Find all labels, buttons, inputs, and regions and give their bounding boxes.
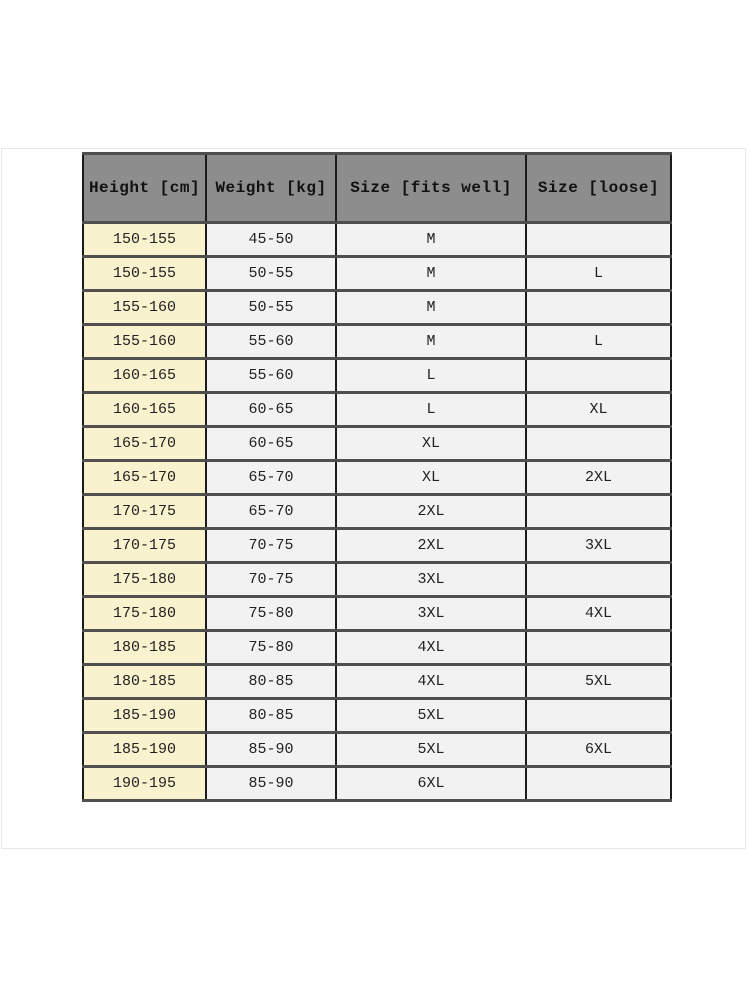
cell-height: 170-175 [83,495,206,529]
cell-size-fits-well: M [336,325,526,359]
cell-weight: 70-75 [206,529,336,563]
table-row [83,223,671,257]
table-row [83,495,671,529]
table-row [83,461,671,495]
cell-size-fits-well: M [336,257,526,291]
cell-height: 160-165 [83,359,206,393]
cell-size-loose [526,563,671,597]
table-row [83,563,671,597]
cell-size-loose [526,427,671,461]
table-row [83,597,671,631]
cell-size-fits-well: 2XL [336,495,526,529]
cell-height: 175-180 [83,597,206,631]
cell-height: 165-170 [83,461,206,495]
cell-height: 180-185 [83,665,206,699]
cell-size-loose [526,699,671,733]
table-row [83,291,671,325]
cell-size-fits-well: 6XL [336,767,526,801]
cell-height: 175-180 [83,563,206,597]
cell-size-loose [526,223,671,257]
cell-size-fits-well: 3XL [336,563,526,597]
table-row [83,529,671,563]
cell-weight: 60-65 [206,393,336,427]
table-row [83,325,671,359]
cell-height: 170-175 [83,529,206,563]
table-row [83,393,671,427]
cell-weight: 65-70 [206,461,336,495]
cell-height: 155-160 [83,291,206,325]
cell-height: 165-170 [83,427,206,461]
cell-size-fits-well: XL [336,427,526,461]
cell-weight: 75-80 [206,597,336,631]
cell-size-loose: 6XL [526,733,671,767]
cell-size-loose [526,291,671,325]
cell-weight: 50-55 [206,291,336,325]
cell-weight: 85-90 [206,767,336,801]
cell-size-loose: L [526,325,671,359]
cell-size-fits-well: M [336,291,526,325]
cell-size-loose: L [526,257,671,291]
cell-height: 180-185 [83,631,206,665]
header-row [83,154,671,223]
cell-height: 185-190 [83,733,206,767]
cell-size-loose [526,631,671,665]
cell-size-loose [526,495,671,529]
cell-size-loose: 3XL [526,529,671,563]
column-header-weight: Weight [kg] [206,154,336,223]
cell-height: 155-160 [83,325,206,359]
table-row [83,733,671,767]
cell-size-loose [526,767,671,801]
table-row [83,427,671,461]
column-header-size-loose: Size [loose] [526,154,671,223]
table-row [83,257,671,291]
cell-weight: 55-60 [206,325,336,359]
cell-size-loose: 5XL [526,665,671,699]
cell-size-fits-well: 5XL [336,733,526,767]
table-row [83,699,671,733]
cell-weight: 80-85 [206,665,336,699]
cell-height: 150-155 [83,223,206,257]
cell-weight: 75-80 [206,631,336,665]
cell-weight: 60-65 [206,427,336,461]
column-header-size-fits-well: Size [fits well] [336,154,526,223]
cell-height: 185-190 [83,699,206,733]
cell-weight: 85-90 [206,733,336,767]
size-chart-table [82,152,672,802]
table-row [83,631,671,665]
cell-size-fits-well: 4XL [336,665,526,699]
cell-size-fits-well: L [336,393,526,427]
cell-size-loose: 4XL [526,597,671,631]
cell-size-fits-well: XL [336,461,526,495]
cell-size-fits-well: 4XL [336,631,526,665]
cell-weight: 65-70 [206,495,336,529]
cell-weight: 80-85 [206,699,336,733]
column-header-height: Height [cm] [83,154,206,223]
cell-weight: 70-75 [206,563,336,597]
cell-size-fits-well: M [336,223,526,257]
cell-size-fits-well: 2XL [336,529,526,563]
cell-size-loose [526,359,671,393]
cell-size-fits-well: 5XL [336,699,526,733]
cell-height: 150-155 [83,257,206,291]
cell-height: 190-195 [83,767,206,801]
table-row [83,359,671,393]
cell-size-fits-well: L [336,359,526,393]
cell-size-loose: XL [526,393,671,427]
cell-size-fits-well: 3XL [336,597,526,631]
table-row [83,665,671,699]
cell-size-loose: 2XL [526,461,671,495]
cell-weight: 50-55 [206,257,336,291]
table-body [83,223,671,801]
table-row [83,767,671,801]
cell-height: 160-165 [83,393,206,427]
cell-weight: 45-50 [206,223,336,257]
cell-weight: 55-60 [206,359,336,393]
